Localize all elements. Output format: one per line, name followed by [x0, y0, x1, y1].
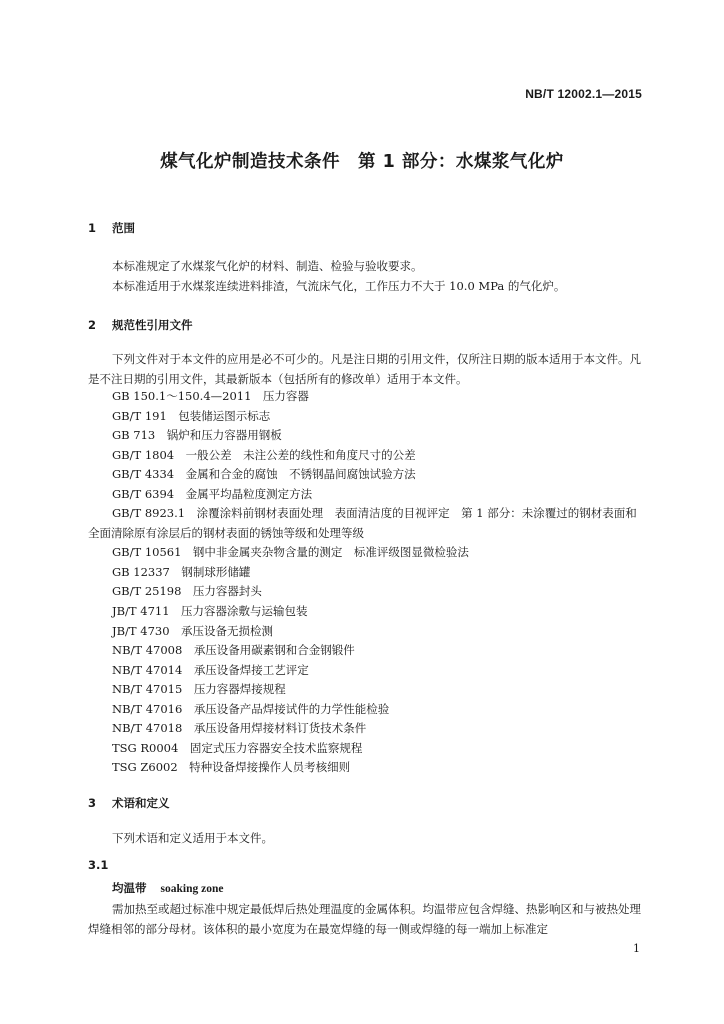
reference-item — [88, 387, 645, 407]
reference-title: 固定式压力容器安全技术监察规程 — [189, 740, 363, 755]
reference-item — [88, 641, 645, 661]
reference-item — [88, 622, 645, 642]
section-1-heading — [88, 220, 135, 236]
reference-code: NB/T 47015 — [112, 682, 183, 697]
reference-title: 压力容器 — [262, 389, 309, 403]
reference-item — [88, 543, 645, 563]
section-2-intro: 下列文件对于本文件的应用是必不可少的。凡是注日期的引用文件，仅所注日期的版本适用于本文件。凡是不注日期的引用文件，其最新版本（包括所有的修改单）适用于本文件。 — [88, 352, 641, 386]
reference-code: JB/T 4711 — [112, 604, 170, 619]
section-3-intro-text: 下列术语和定义适用于本文件。 — [112, 831, 273, 845]
reference-item — [88, 426, 645, 446]
reference-code: GB 12337 — [112, 564, 170, 579]
reference-title: 特种设备焊接操作人员考核细则 — [189, 760, 351, 775]
section-1-title: 范围 — [112, 221, 135, 235]
reference-item — [88, 719, 645, 739]
reference-title: 金属平均晶粒度测定方法 — [185, 486, 313, 501]
reference-code: GB/T 4334 — [112, 467, 175, 482]
reference-code: GB/T 25198 — [112, 584, 182, 599]
page-number: 1 — [633, 942, 640, 955]
section-2-heading — [88, 317, 193, 333]
section-1-number: 1 — [88, 221, 97, 235]
section-3-intro — [88, 828, 645, 848]
reference-code: NB/T 47016 — [112, 701, 183, 716]
reference-item — [88, 563, 645, 583]
reference-code: GB/T 8923.1 — [112, 506, 186, 521]
reference-title: 钢中非金属夹杂物含量的测定 标准评级图显微检验法 — [192, 545, 469, 560]
reference-code: JB/T 4730 — [112, 623, 170, 638]
document-title: 煤气化炉制造技术条件 第 1 部分：水煤浆气化炉 — [160, 152, 564, 172]
reference-title: 包装储运图示标志 — [178, 408, 271, 423]
reference-title: 承压设备无损检测 — [181, 623, 274, 638]
reference-item — [88, 758, 645, 778]
reference-item — [88, 700, 645, 720]
section-1-paragraph: 本标准适用于水煤浆连续进料排渣，气流床气化，工作压力不大于 10.0 MPa 的气化炉。 — [112, 279, 566, 293]
reference-item — [88, 465, 645, 485]
reference-title: 金属和合金的腐蚀 不锈钢晶间腐蚀试验方法 — [185, 467, 416, 482]
section-1-body — [88, 256, 645, 296]
subsection-3-1-number: 3.1 — [88, 858, 109, 872]
reference-code: GB/T 191 — [112, 408, 167, 423]
section-3-heading — [88, 795, 170, 811]
reference-code: GB/T 6394 — [112, 486, 175, 501]
reference-item — [88, 407, 645, 427]
reference-title: 锅炉和压力容器用钢板 — [166, 428, 282, 443]
reference-item — [88, 739, 645, 759]
reference-title: 压力容器封头 — [192, 584, 262, 599]
section-3-title: 术语和定义 — [112, 796, 170, 810]
reference-title: 承压设备焊接工艺评定 — [193, 662, 309, 677]
reference-item — [88, 661, 645, 681]
reference-title: 涂覆涂料前钢材表面处理 表面清洁度的目视评定 第 1 部分：未涂覆过的钢材表面和全面清除原有涂层后的钢材表面的锈蚀等级和处理等级 — [88, 506, 637, 540]
term-english: soaking zone — [160, 883, 224, 895]
reference-code: GB/T 1804 — [112, 447, 175, 462]
reference-item — [88, 485, 645, 505]
reference-title: 承压设备用焊接材料订货技术条件 — [193, 721, 367, 736]
reference-item — [88, 582, 645, 602]
reference-code: GB 150.1～150.4—2011 — [112, 389, 252, 403]
section-2-title: 规范性引用文件 — [112, 318, 193, 332]
standard-number: NB/T 12002.1—2015 — [525, 87, 642, 101]
reference-item — [88, 602, 645, 622]
reference-title: 承压设备用碳素钢和合金钢锻件 — [193, 643, 355, 658]
reference-code: NB/T 47008 — [112, 643, 183, 658]
reference-title: 压力容器焊接规程 — [193, 682, 286, 697]
reference-list — [88, 387, 645, 778]
reference-code: TSG Z6002 — [112, 760, 178, 775]
reference-item — [88, 680, 645, 700]
reference-code: GB 713 — [112, 428, 156, 443]
reference-item — [88, 504, 645, 543]
reference-title: 压力容器涂敷与运输包装 — [181, 604, 308, 619]
reference-title: 钢制球形储罐 — [181, 564, 251, 579]
reference-code: TSG R0004 — [112, 740, 179, 755]
section-1-paragraph: 本标准规定了水煤浆气化炉的材料、制造、检验与验收要求。 — [112, 259, 423, 273]
reference-item — [88, 446, 645, 466]
reference-code: NB/T 47014 — [112, 662, 183, 677]
section-3-number: 3 — [88, 796, 97, 810]
term-definition: 需加热至或超过标准中规定最低焊后热处理温度的金属体积。均温带应包含焊缝、热影响区和与被热处理焊缝相邻的部分母材。该体积的最小宽度为在最宽焊缝的每一侧或焊缝的每一端加上标准定 — [88, 902, 641, 936]
reference-title: 承压设备产品焊接试件的力学性能检验 — [193, 701, 390, 716]
reference-code: GB/T 10561 — [112, 545, 182, 560]
term-chinese: 均温带 — [112, 881, 147, 895]
section-2-number: 2 — [88, 318, 97, 332]
reference-title: 一般公差 未注公差的线性和角度尺寸的公差 — [185, 447, 416, 462]
term-entry — [112, 880, 223, 896]
reference-code: NB/T 47018 — [112, 721, 183, 736]
